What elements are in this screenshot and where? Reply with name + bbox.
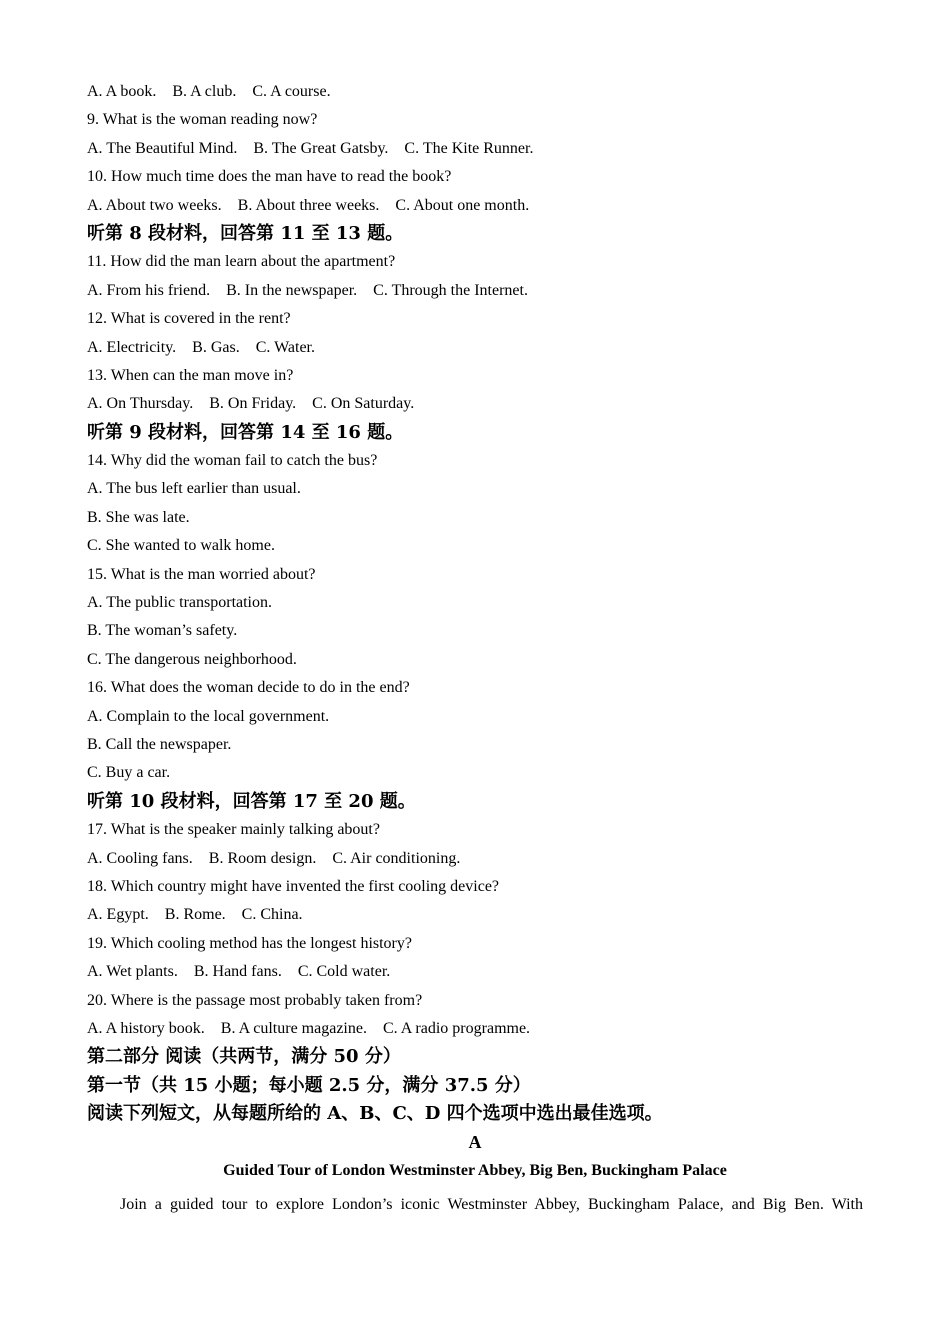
question-11: 11. How did the man learn about the apartment? (87, 253, 396, 271)
answer-option-q15-c: C. The dangerous neighborhood. (87, 650, 297, 668)
answer-option-q14-c: C. She wanted to walk home. (87, 537, 275, 555)
answer-option-q15-a: A. The public transportation. (87, 594, 272, 612)
answer-option-q14-a: A. The bus left earlier than usual. (87, 480, 301, 498)
section-heading-material-8: 听第 8 段材料，回答第 11 至 13 题。 (87, 222, 404, 244)
answer-options-q8: A. A book. B. A club. C. A course. (87, 83, 331, 100)
answer-options-q11: A. From his friend. B. In the newspaper. C. Through the Internet. (87, 281, 528, 299)
answer-option-q16-b: B. Call the newspaper. (87, 735, 232, 753)
question-15: 15. What is the man worried about? (87, 565, 316, 583)
answer-options-q10: A. About two weeks. B. About three weeks. C. About one month. (87, 196, 530, 214)
question-13: 13. When can the man move in? (87, 366, 294, 384)
answer-options-q19: A. Wet plants. B. Hand fans. C. Cold water. (87, 963, 391, 981)
question-lines (87, 78, 863, 1128)
answer-options-q9: A. The Beautiful Mind. B. The Great Gatsby. C. The Kite Runner. (87, 139, 534, 157)
document-page (87, 78, 863, 1219)
reading-instructions: 阅读下列短文，从每题所给的 A、B、C、D 四个选项中选出最佳选项。 (87, 1103, 663, 1125)
answer-options-q12: A. Electricity. B. Gas. C. Water. (87, 338, 315, 356)
passage-paragraph: Join a guided tour to explore London’s iconic Westminster Abbey, Buckingham Palace, and Big Ben. With (120, 1196, 863, 1214)
question-18: 18. Which country might have invented the first cooling device? (87, 877, 500, 895)
answer-options-q20: A. A history book. B. A culture magazine. C. A radio programme. (87, 1019, 531, 1037)
answer-options-q17: A. Cooling fans. B. Room design. C. Air conditioning. (87, 849, 461, 867)
answer-option-q15-b: B. The woman’s safety. (87, 622, 238, 640)
question-19: 19. Which cooling method has the longest history? (87, 934, 412, 952)
section-one-heading: 第一节（共 15 小题；每小题 2.5 分，满分 37.5 分） (87, 1074, 531, 1096)
section-heading-material-9: 听第 9 段材料，回答第 14 至 16 题。 (87, 421, 404, 443)
part-two-heading: 第二部分 阅读（共两节，满分 50 分） (87, 1046, 401, 1068)
question-10: 10. How much time does the man have to read the book? (87, 168, 452, 186)
question-17: 17. What is the speaker mainly talking about? (87, 821, 380, 839)
answer-option-q16-c: C. Buy a car. (87, 764, 171, 782)
question-12: 12. What is covered in the rent? (87, 310, 291, 328)
passage-title: Guided Tour of London Westminster Abbey, Big Ben, Buckingham Palace (223, 1162, 727, 1180)
answer-option-q14-b: B. She was late. (87, 508, 190, 526)
answer-options-q18: A. Egypt. B. Rome. C. China. (87, 906, 303, 924)
passage-letter: A (468, 1132, 482, 1153)
question-16: 16. What does the woman decide to do in the end? (87, 679, 410, 697)
section-heading-material-10: 听第 10 段材料，回答第 17 至 20 题。 (87, 790, 416, 812)
question-20: 20. Where is the passage most probably taken from? (87, 991, 423, 1009)
question-9: 9. What is the woman reading now? (87, 111, 318, 129)
answer-option-q16-a: A. Complain to the local government. (87, 707, 330, 725)
answer-options-q13: A. On Thursday. B. On Friday. C. On Saturday. (87, 395, 415, 413)
question-14: 14. Why did the woman fail to catch the bus? (87, 452, 378, 470)
